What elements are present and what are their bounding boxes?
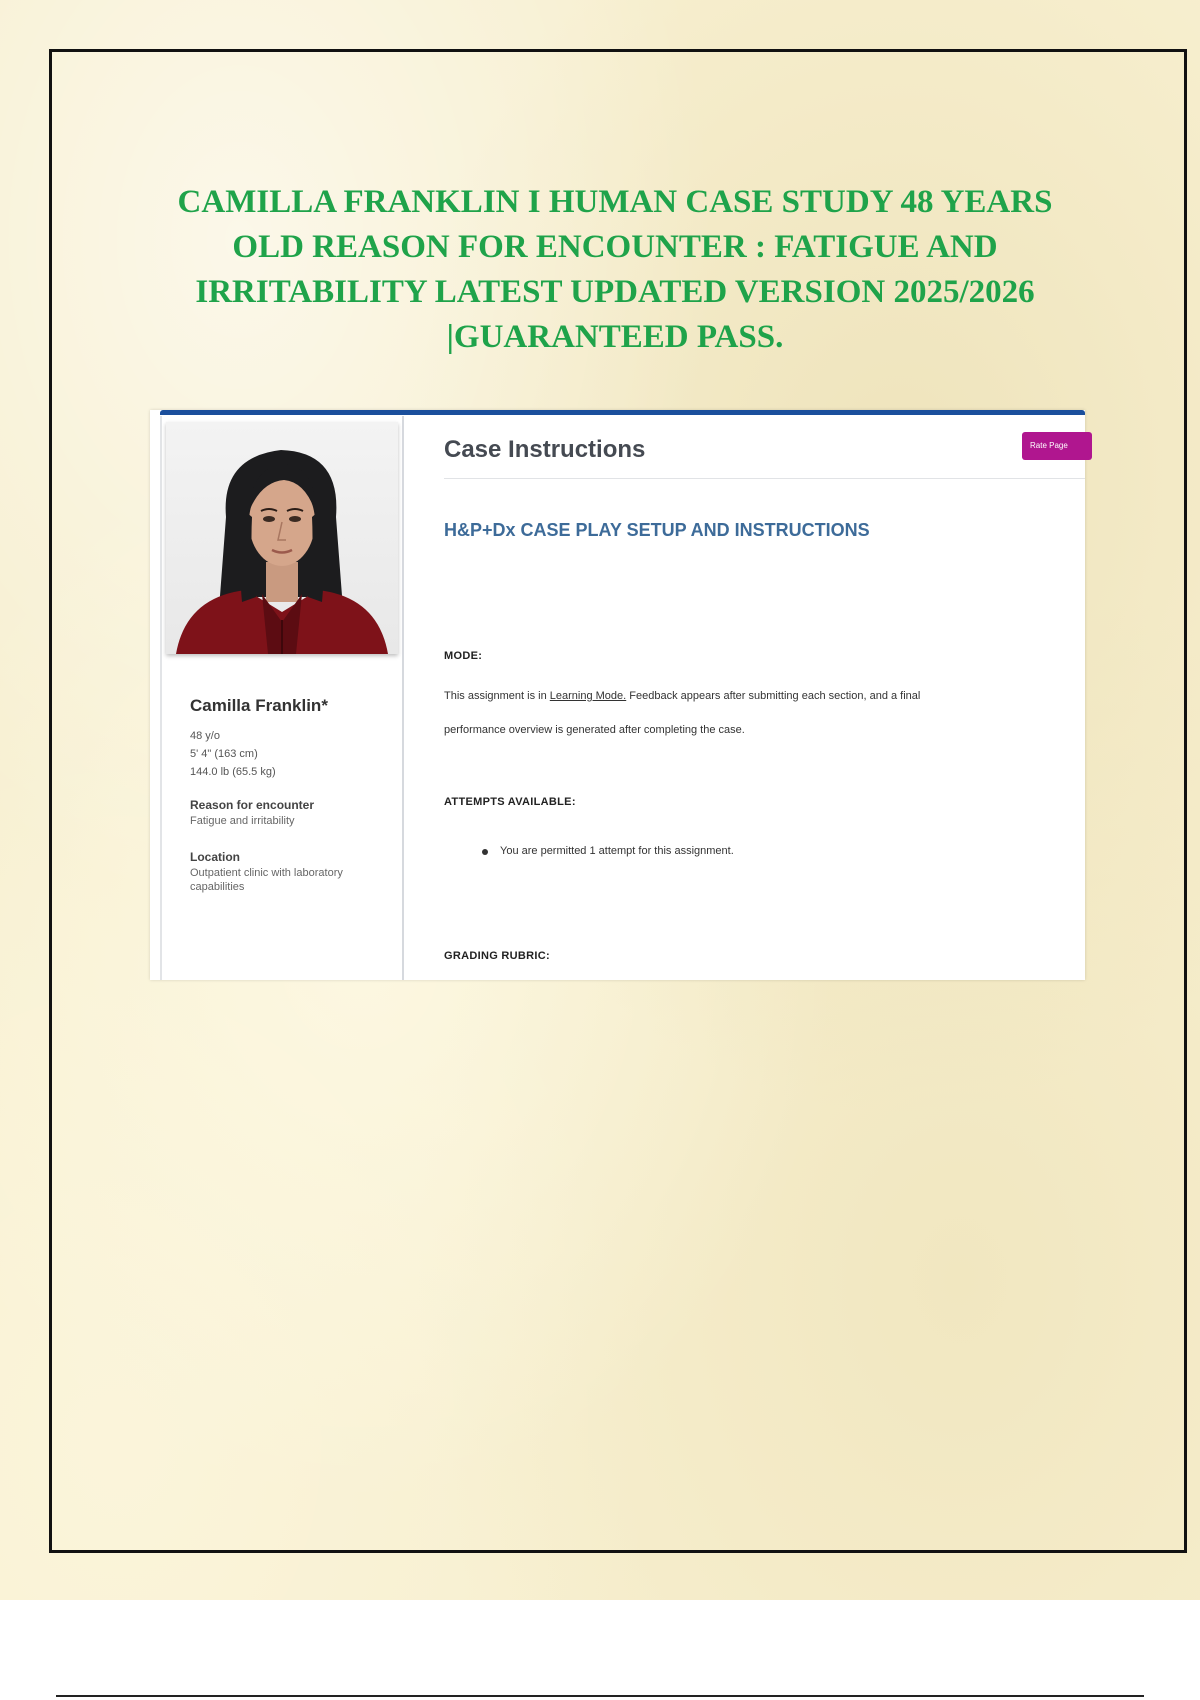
- patient-panel: [160, 416, 404, 980]
- patient-portrait-icon: [166, 422, 398, 654]
- title-divider: [444, 478, 1085, 479]
- mode-text-prefix: This assignment is in: [444, 690, 550, 702]
- attempts-label: ATTEMPTS AVAILABLE:: [444, 796, 576, 808]
- patient-weight: 144.0 lb (65.5 kg): [190, 766, 276, 778]
- reason-value: Fatigue and irritability: [190, 815, 295, 827]
- document-title: CAMILLA FRANKLIN I HUMAN CASE STUDY 48 YEARS OLD REASON FOR ENCOUNTER : FATIGUE AND IRRITABILITY LATEST UPDATED VERSION 2025/2026 |GUARANTEED PASS.: [177, 184, 1053, 355]
- bullet-icon: [482, 849, 488, 855]
- setup-heading: H&P+Dx CASE PLAY SETUP AND INSTRUCTIONS: [444, 520, 870, 540]
- patient-age: 48 y/o: [190, 730, 220, 742]
- header-bar: [160, 410, 1085, 415]
- learning-mode-link[interactable]: Learning Mode.: [549, 690, 627, 702]
- footer-divider: [56, 1695, 1144, 1697]
- grading-label: GRADING RUBRIC:: [444, 950, 550, 962]
- location-label: Location: [190, 850, 240, 864]
- instructions-panel: [408, 416, 1085, 980]
- patient-height: 5' 4" (163 cm): [190, 748, 258, 760]
- mode-text-line2: performance overview is generated after completing the case.: [444, 724, 745, 736]
- case-instructions-title: Case Instructions: [444, 436, 646, 463]
- case-screenshot: [150, 410, 1085, 980]
- rate-page-button[interactable]: Rate Page: [1022, 432, 1092, 460]
- attempts-bullet: You are permitted 1 attempt for this assignment.: [500, 845, 734, 857]
- mode-label: MODE:: [444, 650, 483, 662]
- mode-text-suffix: Feedback appears after submitting each section, and a final: [626, 690, 921, 702]
- patient-avatar: [166, 422, 398, 654]
- location-value: Outpatient clinic with laboratory capabilities: [190, 867, 343, 893]
- mode-text: [444, 690, 920, 702]
- patient-name: Camilla Franklin*: [190, 696, 328, 715]
- reason-label: Reason for encounter: [190, 798, 315, 812]
